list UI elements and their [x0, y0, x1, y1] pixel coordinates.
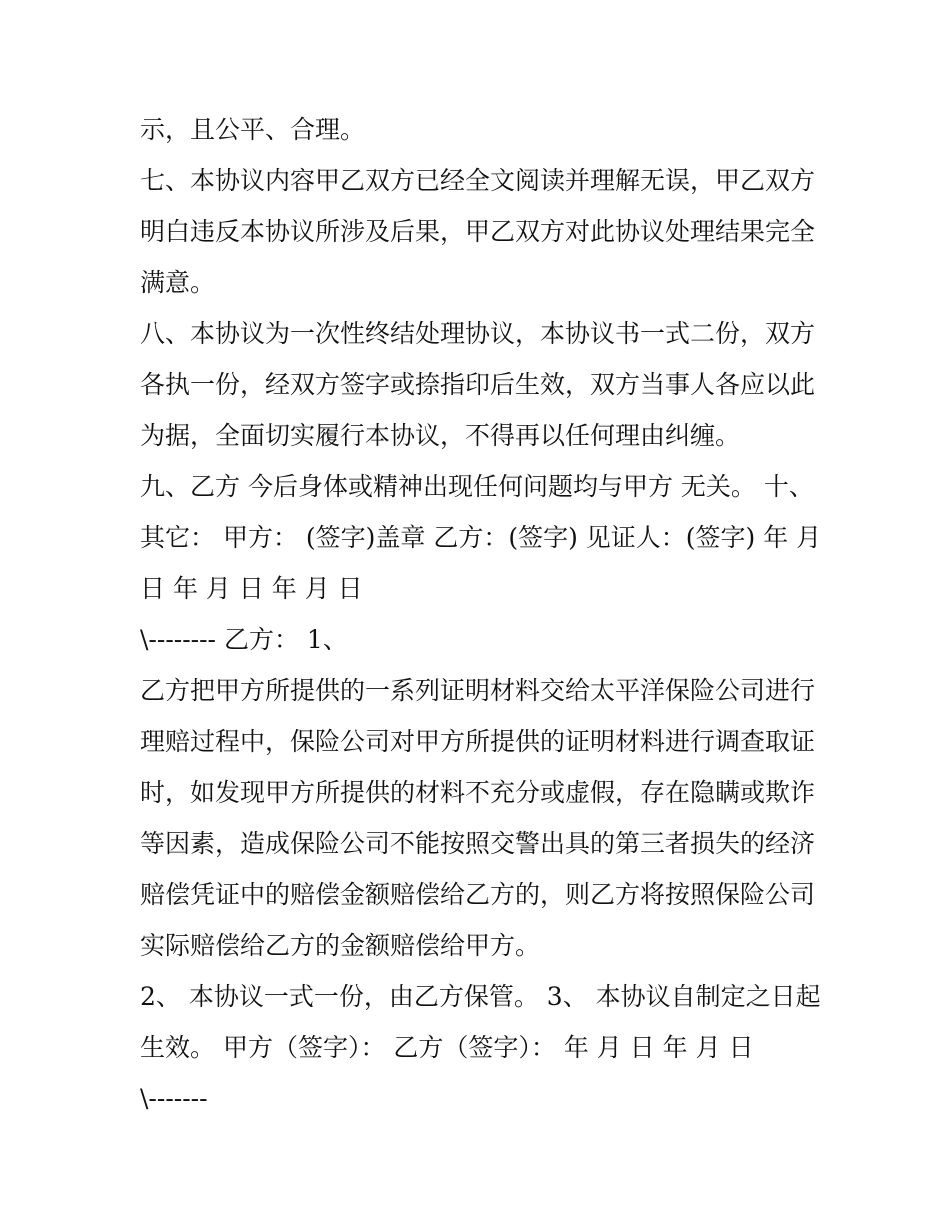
- text-line: 七、本协议内容甲乙双方已经全文阅读并理解无误，甲乙双方: [140, 166, 816, 195]
- text-line: 乙方把甲方所提供的一系列证明材料交给太平洋保险公司进行: [140, 676, 816, 705]
- text-line: 等因素，造成保险公司不能按照交警出具的第三者损失的经济: [140, 829, 816, 858]
- text-line: 赔偿凭证中的赔偿金额赔偿给乙方的，则乙方将按照保险公司: [140, 880, 816, 909]
- text-line: 2、 本协议一式一份，由乙方保管。 3、 本协议自制定之日起: [140, 982, 821, 1011]
- text-line: 满意。: [140, 268, 216, 297]
- text-line: \-------- 乙方： 1、: [140, 625, 348, 654]
- text-line: 生效。 甲方（签字）： 乙方（签字）： 年 月 日 年 月 日: [140, 1033, 754, 1062]
- text-line: 理赔过程中，保险公司对甲方所提供的证明材料进行调查取证: [140, 727, 816, 756]
- text-line: 其它： 甲方： (签字)盖章 乙方：(签字) 见证人：(签字) 年 月: [140, 523, 822, 552]
- text-line: 八、本协议为一次性终结处理协议，本协议书一式二份，双方: [140, 319, 816, 348]
- document-body: [140, 104, 820, 1124]
- text-line: 时，如发现甲方所提供的材料不充分或虚假，存在隐瞒或欺诈: [140, 778, 816, 807]
- text-line: \-------: [140, 1084, 208, 1113]
- text-line: 为据，全面切实履行本协议，不得再以任何理由纠缠。: [140, 421, 741, 450]
- text-line: 九、乙方 今后身体或精神出现任何问题均与甲方 无关。 十、: [140, 472, 814, 501]
- text-line: 明白违反本协议所涉及后果，甲乙双方对此协议处理结果完全: [140, 217, 816, 246]
- text-line: 示，且公平、合理。: [140, 115, 366, 144]
- text-line: 实际赔偿给乙方的金额赔偿给甲方。: [140, 931, 541, 960]
- text-line: 各执一份，经双方签字或捺指印后生效，双方当事人各应以此: [140, 370, 816, 399]
- text-line: 日 年 月 日 年 月 日: [140, 574, 363, 603]
